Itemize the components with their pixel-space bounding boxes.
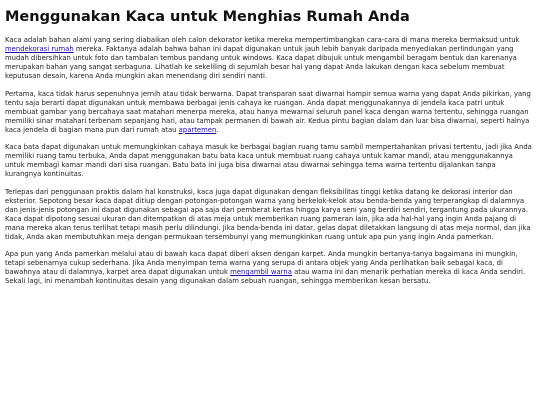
take-color-link[interactable]: mengambil warna [230, 268, 292, 277]
paragraph-text: Kaca adalah bahan alami yang sering diabaikan oleh calon dekorator ketika mereka mempertimbangkan cara-cara di mana mereka bermaksud untuk [5, 36, 520, 44]
paragraph-text: Apa pun yang Anda pamerkan melalui atau di bawah kaca dapat diberi aksen dengan karpet. Anda mungkin bertanya-tanya bagaimana ini mungkin, tetapi sebenarnya cukup sederhana. Jika Anda menyimpan tema warna yang serupa di antara objek yang Anda perlihatkan baik sebagai kaca, di bawahnya atau di dalamnya, karpet area dapat digunakan untuk [5, 250, 518, 277]
paragraph-text: Terlepas dari penggunaan praktis dalam hal konstruksi, kaca juga dapat digunakan dengan fleksibilitas tinggi ketika datang ke dekorasi interior dan eksterior. Sepotong besar kaca dapat ditiup dengan potongan-potongan warna yang berkelok-kelok atau benda-benda yang terperangkap di dalamnya dan jenis-jenis potongan ini dapat digunakan sebagai apa saja dari pemberat kertas hingga karya seni yang berdiri sendiri, tergantung pada ukurannya. Kaca dapat dipotong sesuai ukuran dan ditempatkan di atas meja untuk memberikan ruang pameran lain, jika ada hal-hal yang ingin Anda pajang di mana mereka akan terus terlihat tetapi masih perlu dilindungi. Jika benda-benda ini datar, gelas dapat diletakkan langsung di atas meja normal, dan jika tidak, Anda akan membutuhkan meja dengan permukaan tersembunyi yang memungkinkan ruang untuk apa pun yang ingin Anda pamerkan. [5, 187, 531, 241]
paragraph-intro [5, 36, 532, 81]
paragraph-carpet [5, 250, 532, 286]
paragraph-text: Pertama, kaca tidak harus sepenuhnya jernih atau tidak berwarna. Dapat transparan saat diwarnai hampir semua warna yang dapat Anda pikirkan, yang tentu saja berarti dapat digunakan untuk membawa berbagai jenis cahaya ke ruangan. Anda dapat menggunakannya di jendela kaca patri untuk membuat gambar yang bercahaya saat matahari menerpa mereka, atau hanya mewarnai seluruh panel kaca dengan warna tertentu, sehingga ruangan memiliki sinar matahari terbenam sepanjang hari, atau tampak permanen di bawah air. Kedua pintu bagian dalam dan luar bisa diwarnai, seperti halnya kaca jendela di bagian mana pun dari rumah atau [5, 89, 531, 134]
paragraph-decoration [5, 188, 532, 242]
paragraph-glass-bricks [5, 143, 532, 179]
paragraph-colored-glass [5, 90, 532, 135]
paragraph-text: atau warna ini dan menarik perhatian mereka di kaca Anda sendiri. Sekali lagi, ini menambah kontinuitas desain yang digunakan dalam sebuah ruangan, sehingga memberikan kesan bersatu. [5, 268, 526, 286]
apartment-link[interactable]: apartemen [178, 125, 217, 134]
article-title: Menggunakan Kaca untuk Menghias Rumah Anda [5, 9, 410, 25]
paragraph-text: mereka. Faktanya adalah bahwa bahan ini dapat digunakan untuk jauh lebih banyak daripada menyediakan perlindungan yang mudah dibersihkan untuk foto dan tambalan tembus pandang untuk windows. Kaca dapat dibujuk untuk mengambil beragam bentuk dan karenanya merupakan bahan yang sangat serbaguna. Lihatlah ke sekeliling di sejumlah besar hal yang dapat Anda lakukan dengan kaca sebelum membuat keputusan desain, karena Anda mungkin akan menendang diri sendiri nanti. [5, 45, 517, 80]
paragraph-text: . [216, 125, 219, 134]
decorate-home-link[interactable]: mendekorasi rumah [5, 45, 74, 53]
paragraph-text: Kaca bata dapat digunakan untuk memungkinkan cahaya masuk ke berbagai bagian ruang tamu sambil mempertahankan privasi tertentu, jadi jika Anda memiliki ruang tamu terbuka, Anda dapat menggunakan batu bata kaca untuk membuat ruang cahaya untuk kamar mandi, atau menggunakannya untuk membagi kamar mandi dari sisa ruangan. Batu bata ini juga bisa diwarnai atau diwarnai sehingga tema warna tertentu dijalankan tanpa kurangnya kontinuitas. [5, 143, 532, 179]
